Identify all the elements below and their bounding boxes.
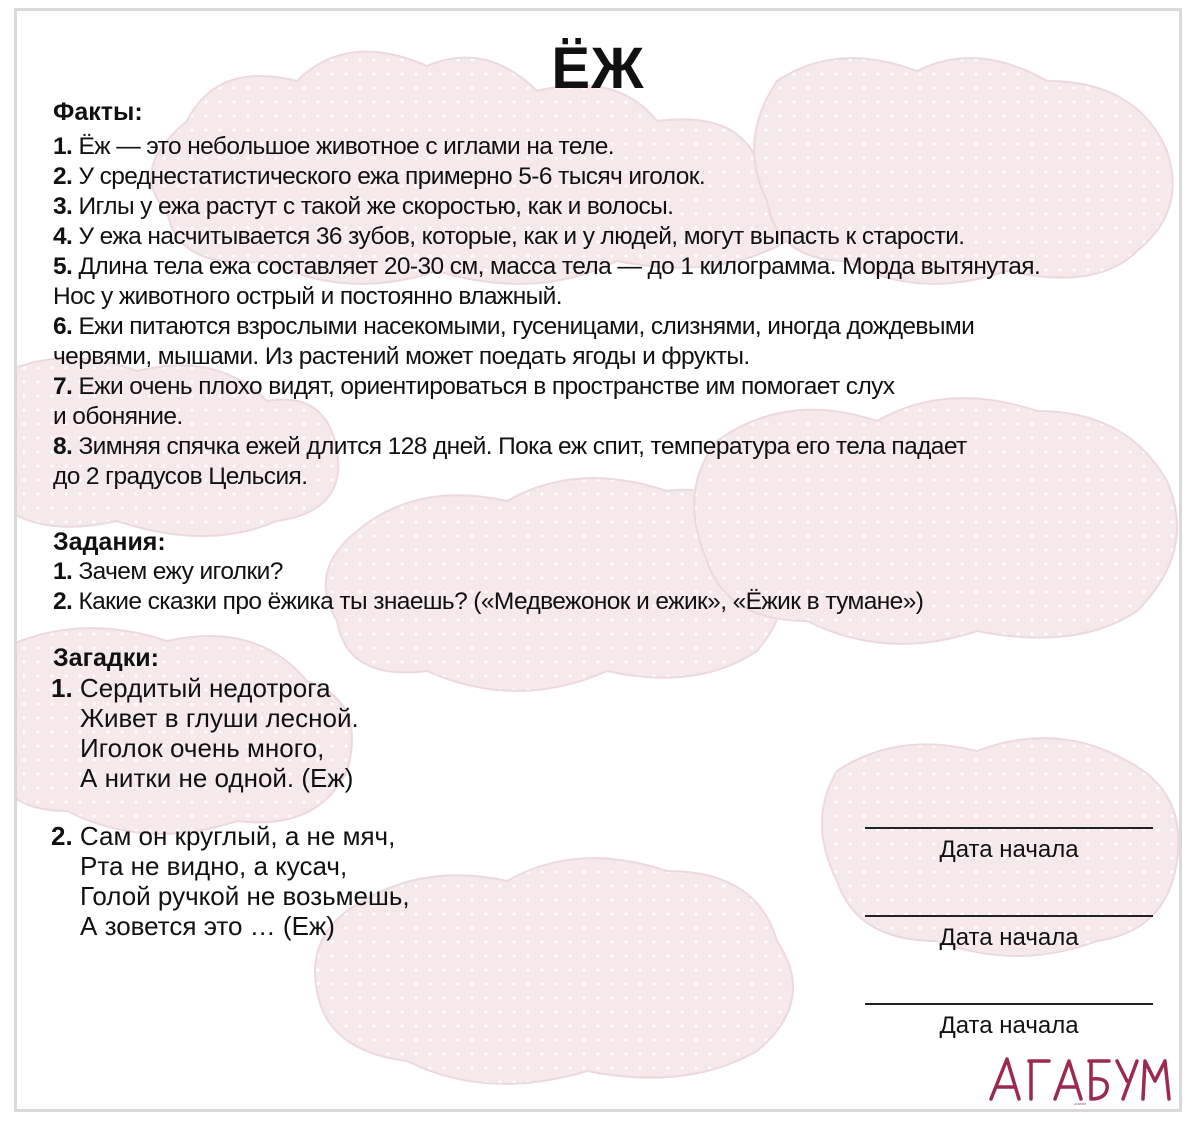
- fact-line: 6. Ежи питаются взрослыми насекомыми, гусеницами, слизнями, иногда дождевыми: [53, 313, 975, 340]
- fact-line: до 2 градусов Цельсия.: [53, 463, 308, 490]
- start-date-field-2[interactable]: [865, 915, 1153, 953]
- riddle-line: Рта не видно, а кусач,: [80, 851, 348, 881]
- date-underline: [865, 827, 1153, 829]
- riddle-1: [51, 673, 359, 793]
- riddle-line: Иголок очень много,: [80, 733, 325, 763]
- date-label: Дата начала: [939, 836, 1079, 863]
- facts-list: [53, 132, 1163, 492]
- fact-line: 8. Зимняя спячка ежей длится 128 дней. Пока еж спит, температура его тела падает: [53, 433, 967, 460]
- fact-line: Нос у животного острый и постоянно влажный.: [53, 283, 562, 310]
- fact-line: 2. У среднестатистического ежа примерно 5-6 тысяч иголок.: [53, 163, 706, 190]
- riddle-line: А нитки не одной. (Еж): [80, 763, 354, 793]
- date-underline: [865, 915, 1153, 917]
- riddle-line: А зовется это … (Еж): [80, 911, 335, 941]
- date-label: Дата начала: [939, 924, 1079, 951]
- tasks-heading: Задания:: [53, 528, 166, 556]
- svg-text:АГАБУМ: АГАБУМ: [1074, 1102, 1086, 1106]
- task-line: 2. Какие сказки про ёжика ты знаешь? («Медвежонок и ежик», «Ёжик в тумане»): [53, 588, 924, 615]
- fact-line: 5. Длина тела ежа составляет 20-30 см, масса тела — до 1 килограмма. Морда вытянутая.: [53, 253, 1041, 280]
- fact-line: 4. У ежа насчитывается 36 зубов, которые, как и у людей, могут выпасть к старости.: [53, 223, 965, 250]
- facts-heading: Факты:: [53, 98, 143, 126]
- fact-line: и обоняние.: [53, 403, 183, 430]
- task-line: 1. Зачем ежу иголки?: [53, 558, 283, 585]
- fact-line: 1. Ёж — это небольшое животное с иглами на теле.: [53, 133, 614, 160]
- fact-line: 3. Иглы у ежа растут с такой же скоростью, как и волосы.: [53, 193, 674, 220]
- fact-line: 7. Ежи очень плохо видят, ориентироваться в пространстве им помогает слух: [53, 373, 895, 400]
- tasks-list: [53, 557, 1163, 617]
- riddle-line: 2. Сам он круглый, а не мяч,: [51, 821, 396, 851]
- worksheet-page: [14, 8, 1182, 1112]
- riddle-line: 1. Сердитый недотрога: [51, 673, 331, 703]
- riddle-line: Живет в глуши лесной.: [80, 703, 359, 733]
- fact-line: червями, мышами. Из растений может поедать ягоды и фрукты.: [53, 343, 750, 370]
- riddle-2: [51, 821, 410, 941]
- date-underline: [865, 1003, 1153, 1005]
- page-title: ЁЖ: [551, 36, 645, 101]
- start-date-field-1[interactable]: [865, 827, 1153, 865]
- date-label: Дата начала: [939, 1012, 1079, 1039]
- start-date-field-3[interactable]: [865, 1003, 1153, 1041]
- riddle-line: Голой ручкой не возьмешь,: [80, 881, 410, 911]
- agabum-logo: [985, 1051, 1175, 1107]
- riddles-heading: Загадки:: [53, 644, 159, 672]
